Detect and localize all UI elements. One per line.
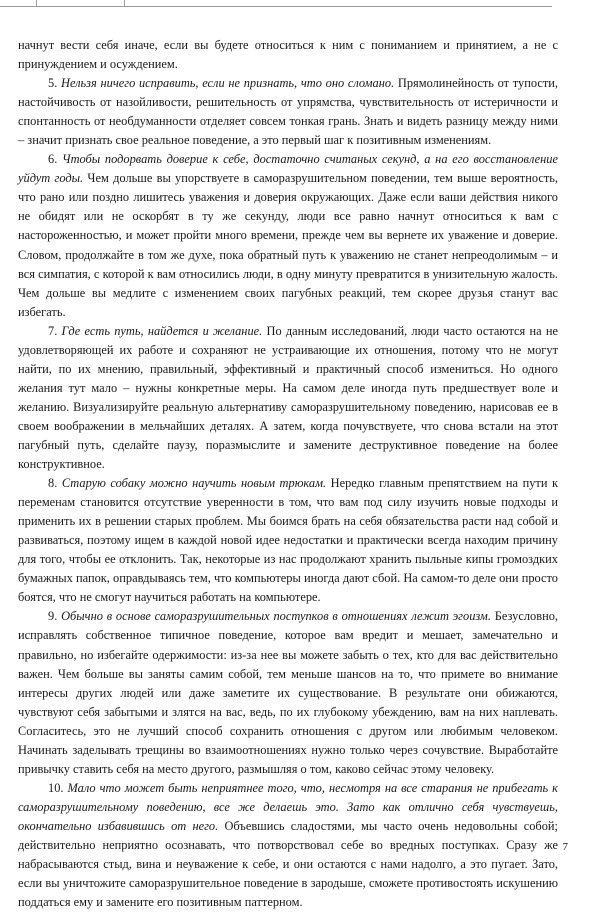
item-lead: Чтобы подорвать доверие к себе, достаточно считаных секунд, а на его восстановление уйдут годы. xyxy=(18,152,558,186)
item-text: Нередко главным препятствием на пути к переменам становится отсутствие уверенности в том, что вам под силу изучить новые подходы и применить их в решении старых проблем. Мы боимся брать на себя обязательства расти над собой и развиваться, поэтому ищем в каждой новой идее недостатки и практически всегда находим причину для того, чтобы ее отклонить. Так, некоторые из нас продолжают хранить пыльные кипы громоздких бумажных папок, оправдываясь тем, что компьютеры иногда дают сбой. На самом-то деле они просто боятся, что не смогут научиться работать на компьютере. xyxy=(18,476,559,605)
page-body xyxy=(18,36,558,912)
list-item-6 xyxy=(18,150,558,321)
item-lead: Нельзя ничего исправить, если не признать, что оно сломано. xyxy=(61,76,395,91)
list-item-9 xyxy=(18,607,558,778)
page-number: 7 xyxy=(562,841,568,853)
header-tick xyxy=(36,0,37,6)
item-text: Объевшись сладостями, мы часто очень недовольны собой; действительно неприятно осознавать, что потворствовал себе во вредных поступках. Сразу же набрасываются стыд, вина и неуважение к себе, и они остаются с нами надолго, а это пугает. Зато, если вы уничтожите саморазрушительное поведение в зародыше, сможете противостоять искушению поддаться ему и замените его позитивным паттерном. xyxy=(18,818,558,910)
item-lead: Где есть путь, найдется и желание. xyxy=(61,323,263,338)
item-lead: Старую собаку можно научить новым трюкам. xyxy=(61,476,327,491)
item-text: Чем дольше вы упорствуете в саморазрушительном поведении, тем выше вероятность, что рано или поздно лишитесь уважения и доверия окружающих. Даже если ваши действия никого не обидят или не оскорбят в ту же секунду, люди все равно начнут относиться к вам с настороженностью, и может пройти много времени, прежде чем вы вернете их уважение и доверие. Словом, продолжайте в том же духе, пока обратный путь к уважению не станет непреодолимым – и вся симпатия, с которой к вам относились люди, в одну минуту превратится в унизительную жалость. Чем дольше вы медлите с изменением своих пагубных реакций, тем скорее друзья станут вас избегать. xyxy=(18,171,559,319)
item-text: По данным исследований, люди часто остаются на не удовлетворяющей их работе и сохраняют не устраивающие их отношения, потому что не могут найти, по их мнению, правильный, эффективный и практичный способ измениться. Но одного желания тут мало – нужны конкретные меры. На самом деле иногда путь предшествует воле и желанию. Визуализируйте реальную альтернативу саморазрушительному поведению, нарисовав ее в своем воображении в мельчайших деталях. А затем, когда почувствуете, что снова встали на этот пагубный путь, сделайте паузу, поразмыслите и замените деструктивное поведение на более конструктивное. xyxy=(18,323,559,472)
item-lead: Обычно в основе саморазрушительных поступков в отношениях лежит эгоизм. xyxy=(61,609,491,624)
item-number: 5. xyxy=(48,76,61,91)
list-item-5 xyxy=(18,74,558,150)
item-text: Прямолинейность от тупости, настойчивость от назойливости, решительность от упрямства, чувствительность от истеричности и спонтанность от необдуманности отделяет совсем тонкая грань. Знать и видеть разницу между ними – значит признать свое реальное поведение, а это первый шаг к позитивным изменениям. xyxy=(18,76,558,148)
list-item-8 xyxy=(18,474,558,607)
list-item-7 xyxy=(18,322,558,474)
item-number: 6. xyxy=(48,152,63,167)
item-number: 8. xyxy=(48,476,62,491)
list-item-10 xyxy=(18,779,558,912)
header-tick xyxy=(124,0,125,6)
paragraph-text: начнут вести себя иначе, если вы будете относиться к ним с пониманием и принятием, а не с принуждением и осуждением. xyxy=(18,38,558,72)
header-rule xyxy=(0,6,552,7)
item-number: 10. xyxy=(48,780,68,795)
item-number: 7. xyxy=(48,323,62,338)
paragraph xyxy=(18,36,558,74)
item-number: 9. xyxy=(48,609,62,624)
item-lead: Мало что может быть неприятнее того, что, несмотря на все старания не прибегать к саморазрушительному поведению, все же делаешь это. Зато как отлично себя чувствуешь, окончательно избавившись от него. xyxy=(18,780,558,833)
item-text: Безусловно, исправлять собственное типичное поведение, которое вам вредит и мешает, замечательно и правильно, но избегайте одержимости: из-за нее вы можете забыть о тех, кто для вас действительно важен. Чем больше вы заняты самим собой, тем меньше шансов на то, что примете во внимание интересы других людей или даже заметите их существование. В результате они обижаются, чувствуют себя забытыми и злятся на вас, ведь, по их глубокому убеждению, вам на них наплевать. Согласитесь, это не лучший способ сохранить отношения с другом или любимым человеком. Начинать заделывать трещины во взаимоотношениях нужно только через сочувствие. Выработайте привычку ставить себя на место другого, размышляя о том, каково сейчас этому человеку. xyxy=(18,609,558,776)
